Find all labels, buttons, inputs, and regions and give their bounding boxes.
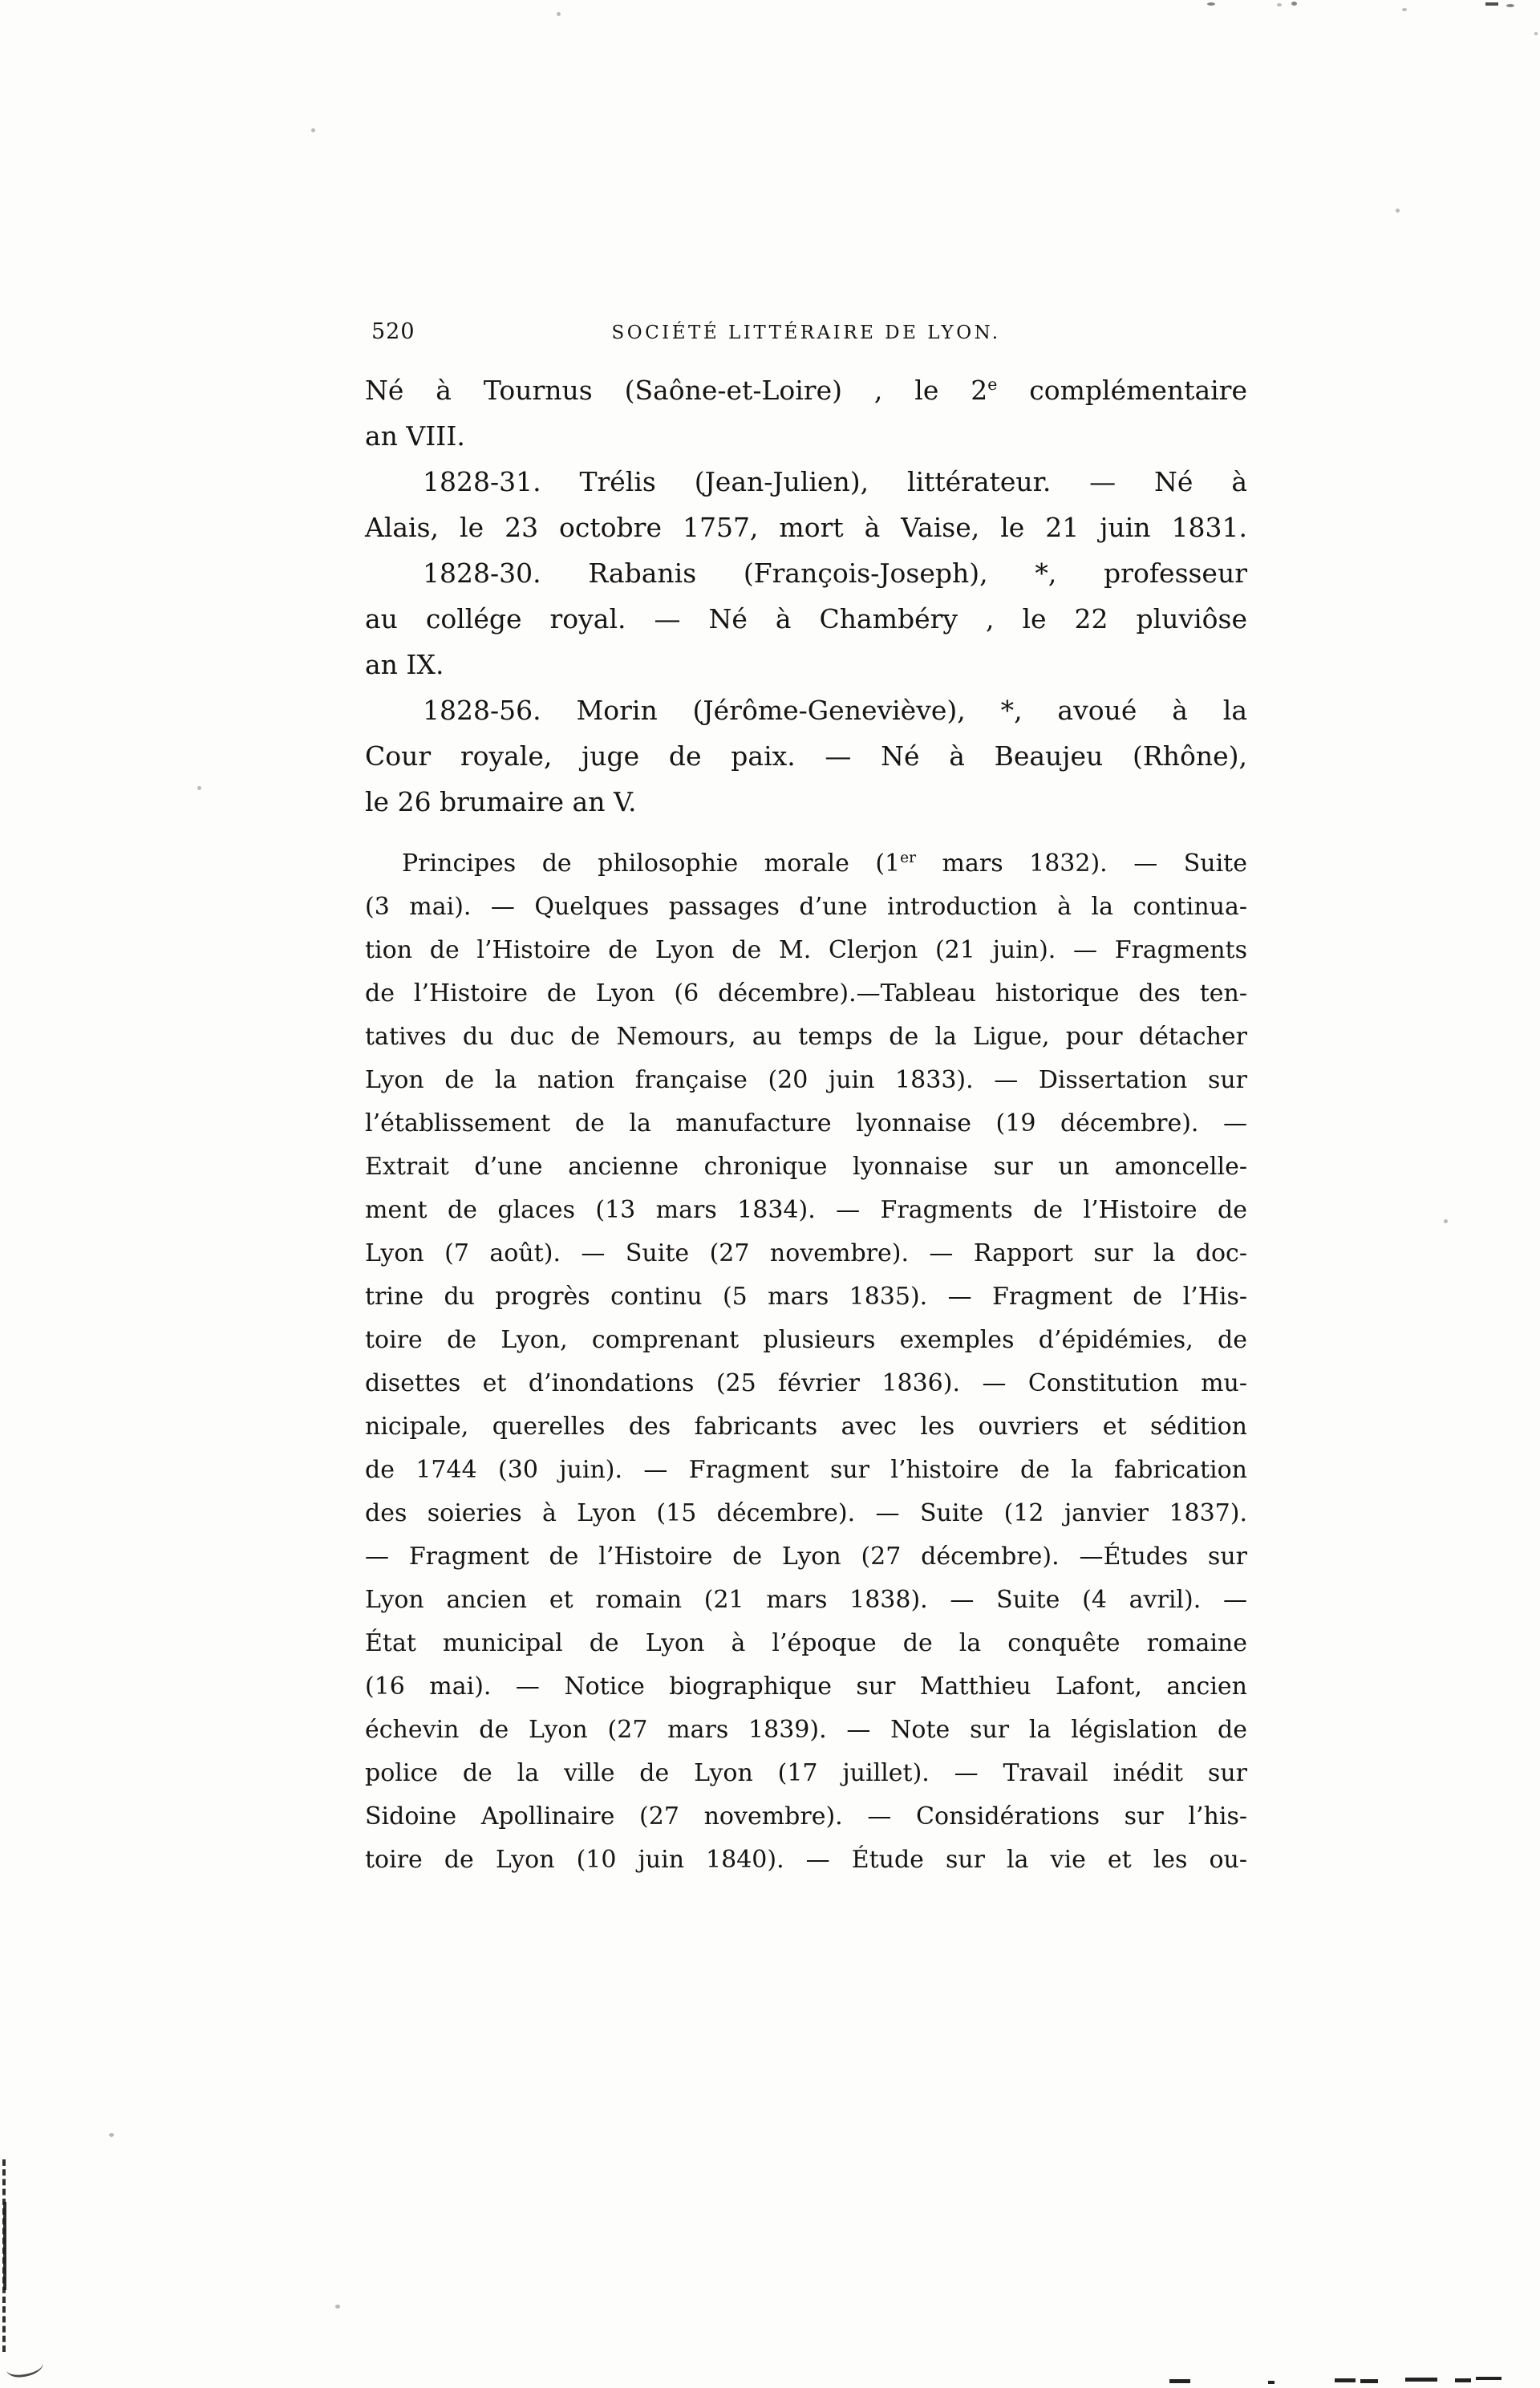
bibliography-line: tion de l’Histoire de Lyon de M. Clerjon (21 juin). — Fragments <box>365 936 1247 964</box>
bibliography-line: des soieries à Lyon (15 décembre). — Suite (12 janvier 1837). <box>365 1499 1247 1527</box>
bibliography-text: mars 1832). — Suite <box>916 849 1247 878</box>
bibliography-line: Lyon (7 août). — Suite (27 novembre). — Rapport sur la doc- <box>365 1239 1247 1267</box>
entry-morin-line: 1828-56. Morin (Jérôme-Geneviève), *, avoué à la <box>423 695 1247 726</box>
scan-speck <box>335 2305 340 2309</box>
page-header <box>365 318 1247 353</box>
bibliography-line: nicipale, querelles des fabricants avec les ouvriers et sédition <box>365 1413 1247 1441</box>
scan-speck <box>1534 32 1538 35</box>
bibliography-line: État municipal de Lyon à l’époque de la conquête romaine <box>365 1629 1247 1657</box>
scan-speck <box>1444 1219 1448 1223</box>
scan-speck <box>1402 8 1407 11</box>
scan-edge-line <box>3 2202 6 2290</box>
scan-speck <box>1506 4 1514 7</box>
entry-morin-line: le 26 brumaire an V. <box>365 786 637 817</box>
scan-dash <box>1268 2381 1275 2384</box>
entry-morin-line: Cour royale, juge de paix. — Né à Beaujeu (Rhône), <box>365 740 1247 772</box>
bibliography-line: Extrait d’une ancienne chronique lyonnaise sur un amoncelle- <box>365 1153 1247 1181</box>
scan-dash <box>1455 2378 1471 2382</box>
bibliography-text: Principes de philosophie morale (1 <box>402 849 901 878</box>
bibliography-line: Sidoine Apollinaire (27 novembre). — Considérations sur l’his- <box>365 1802 1247 1831</box>
ordinal-superscript: e <box>987 375 998 394</box>
bibliography-line: disettes et d’inondations (25 février 1836). — Constitution mu- <box>365 1369 1247 1397</box>
entries-section <box>365 367 1247 825</box>
bibliography-line: (3 mai). — Quelques passages d’une introduction à la continua- <box>365 893 1247 921</box>
scan-speck <box>1277 3 1282 6</box>
bibliography-line: de l’Histoire de Lyon (6 décembre).—Tableau historique des ten- <box>365 979 1247 1008</box>
scan-speck <box>197 786 201 790</box>
bibliography-line: de 1744 (30 juin). — Fragment sur l’histoire de la fabrication <box>365 1456 1247 1484</box>
bibliography-line: échevin de Lyon (27 mars 1839). — Note sur la législation de <box>365 1716 1247 1744</box>
scan-dash <box>1360 2379 1378 2383</box>
bibliography-line: (16 mai). — Notice biographique sur Matthieu Lafont, ancien <box>365 1672 1247 1701</box>
entry-text: Né à Tournus (Saône-et-Loire) , le 2 <box>365 375 988 406</box>
bibliography-section <box>365 842 1247 1882</box>
bibliography-line: l’établissement de la manufacture lyonnaise (19 décembre). — <box>365 1109 1247 1137</box>
entry-trelis-line: 1828-31. Trélis (Jean-Julien), littérateur. — Né à <box>423 466 1247 497</box>
entry-continuation-line <box>365 367 1247 413</box>
scan-dash <box>1169 2379 1190 2383</box>
scan-speck <box>109 2133 114 2137</box>
scan-squiggle <box>6 2355 44 2379</box>
entry-text: complémentaire <box>997 375 1247 406</box>
scan-speck <box>1207 2 1215 6</box>
ordinal-superscript: er <box>900 849 917 866</box>
bibliography-line: ment de glaces (13 mars 1834). — Fragments de l’Histoire de <box>365 1196 1247 1224</box>
bibliography-line: Lyon ancien et romain (21 mars 1838). — Suite (4 avril). — <box>365 1586 1247 1614</box>
scan-speck <box>1485 2 1498 6</box>
bibliography-line: toire de Lyon (10 juin 1840). — Étude sur la vie et les ou- <box>365 1846 1247 1874</box>
scan-dash <box>1335 2378 1356 2382</box>
entry-rabanis-line: au collége royal. — Né à Chambéry , le 22 pluviôse <box>365 603 1247 635</box>
page-number: 520 <box>371 319 415 344</box>
bibliography-line <box>365 842 1247 886</box>
scan-speck <box>311 128 315 132</box>
bibliography-line: police de la ville de Lyon (17 juillet). — Travail inédit sur <box>365 1759 1247 1787</box>
entry-rabanis-line: an IX. <box>365 649 444 680</box>
entry-rabanis-line: 1828-30. Rabanis (François-Joseph), *, professeur <box>423 557 1247 589</box>
bibliography-line: toire de Lyon, comprenant plusieurs exemples d’épidémies, de <box>365 1326 1247 1354</box>
scan-speck <box>1291 2 1297 6</box>
scan-speck <box>557 12 561 16</box>
scan-speck <box>1396 209 1400 213</box>
entry-trelis-line: Alais, le 23 octobre 1757, mort à Vaise, le 21 juin 1831. <box>365 512 1247 543</box>
bibliography-line: trine du progrès continu (5 mars 1835). — Fragment de l’His- <box>365 1283 1247 1311</box>
scan-dash <box>1476 2377 1502 2380</box>
bibliography-line: tatives du duc de Nemours, au temps de la Ligue, pour détacher <box>365 1023 1247 1051</box>
bibliography-line: — Fragment de l’Histoire de Lyon (27 décembre). —Études sur <box>365 1543 1247 1571</box>
running-title: SOCIÉTÉ LITTÉRAIRE DE LYON. <box>611 322 1001 343</box>
entry-continuation-line: an VIII. <box>365 420 465 452</box>
scan-dash <box>1405 2378 1437 2382</box>
bibliography-line: Lyon de la nation française (20 juin 1833). — Dissertation sur <box>365 1066 1247 1094</box>
text-column <box>365 367 1247 1882</box>
